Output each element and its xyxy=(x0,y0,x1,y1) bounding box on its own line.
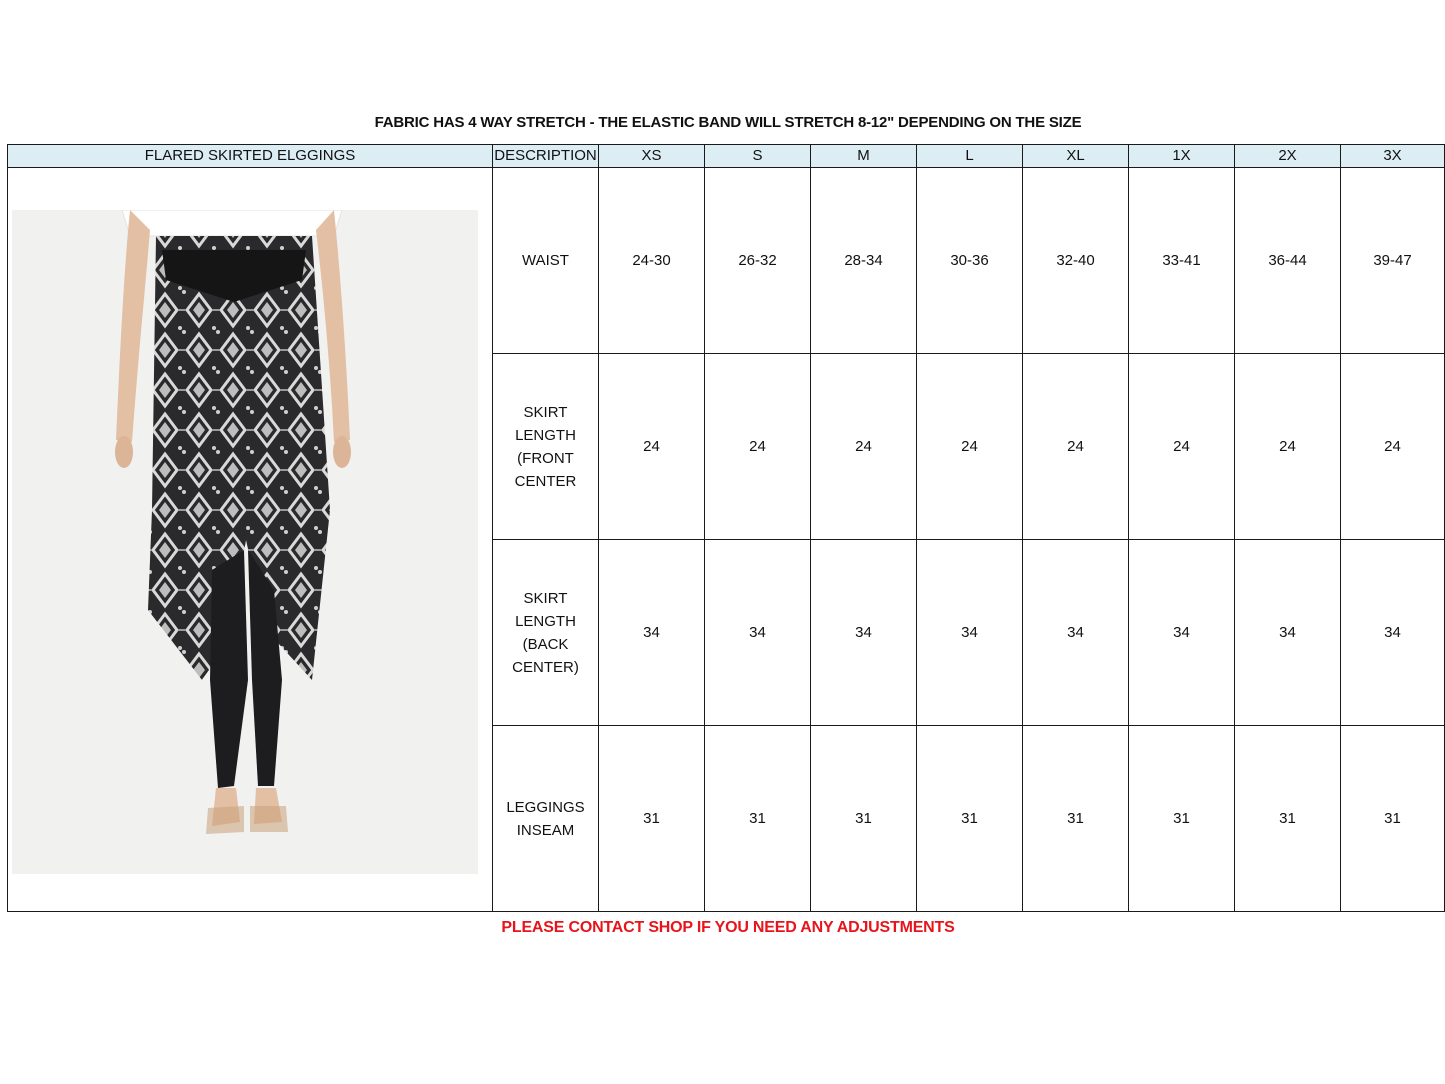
size-header-m: M xyxy=(811,145,917,168)
row-label-waist xyxy=(493,168,599,354)
contact-shop-note: PLEASE CONTACT SHOP IF YOU NEED ANY ADJUSTMENTS xyxy=(501,919,955,936)
table-cell: 24 xyxy=(917,354,1023,540)
table-cell: 34 xyxy=(599,540,705,726)
table-cell: 34 xyxy=(1129,540,1235,726)
table-cell: 31 xyxy=(1023,726,1129,912)
table-cell: 31 xyxy=(917,726,1023,912)
table-cell: 31 xyxy=(705,726,811,912)
row-label-line: SKIRT xyxy=(523,403,568,421)
table-cell: 24 xyxy=(599,354,705,540)
table-cell: 31 xyxy=(1129,726,1235,912)
size-header-1x: 1X xyxy=(1129,145,1235,168)
table-cell: 31 xyxy=(1341,726,1445,912)
row-label-line: LEGGINGS xyxy=(506,798,585,816)
row-label-line: INSEAM xyxy=(516,821,575,839)
table-cell: 24 xyxy=(811,354,917,540)
product-name-header: FLARED SKIRTED ELGGINGS xyxy=(8,145,493,168)
size-header-xl: XL xyxy=(1023,145,1129,168)
row-label-line: LENGTH xyxy=(515,612,576,630)
table-cell: 34 xyxy=(811,540,917,726)
row-label-line: LENGTH xyxy=(515,426,576,444)
row-label-line: SKIRT xyxy=(523,589,568,607)
table-header-row xyxy=(8,145,1445,168)
row-label-line: (FRONT xyxy=(517,449,574,467)
table-cell: 34 xyxy=(1341,540,1445,726)
size-chart-headline: FABRIC HAS 4 WAY STRETCH - THE ELASTIC BAND WILL STRETCH 8-12" DEPENDING ON THE SIZE xyxy=(374,114,1082,131)
table-cell: 24 xyxy=(1341,354,1445,540)
row-label-line: (BACK xyxy=(522,635,569,653)
table-cell: 24 xyxy=(1235,354,1341,540)
table-cell: 24 xyxy=(1023,354,1129,540)
table-cell: 33-41 xyxy=(1129,168,1235,354)
size-header-3x: 3X xyxy=(1341,145,1445,168)
table-cell: 36-44 xyxy=(1235,168,1341,354)
table-cell: 34 xyxy=(705,540,811,726)
table-cell: 24-30 xyxy=(599,168,705,354)
size-chart-table xyxy=(7,144,1445,912)
product-photo-cell xyxy=(8,168,493,912)
size-header-xs: XS xyxy=(599,145,705,168)
description-header: DESCRIPTION xyxy=(493,145,599,168)
size-header-2x: 2X xyxy=(1235,145,1341,168)
table-cell: 34 xyxy=(1235,540,1341,726)
row-label-skirt-length-front xyxy=(493,354,599,540)
table-cell: 34 xyxy=(1023,540,1129,726)
table-cell: 31 xyxy=(811,726,917,912)
size-header-s: S xyxy=(705,145,811,168)
row-label-line: WAIST xyxy=(522,252,569,269)
table-row xyxy=(8,168,1445,354)
table-cell: 34 xyxy=(917,540,1023,726)
table-cell: 39-47 xyxy=(1341,168,1445,354)
size-header-l: L xyxy=(917,145,1023,168)
table-cell: 30-36 xyxy=(917,168,1023,354)
table-cell: 31 xyxy=(599,726,705,912)
table-cell: 32-40 xyxy=(1023,168,1129,354)
table-cell: 24 xyxy=(705,354,811,540)
row-label-skirt-length-back xyxy=(493,540,599,726)
table-cell: 31 xyxy=(1235,726,1341,912)
row-label-line: CENTER xyxy=(514,472,577,490)
table-cell: 28-34 xyxy=(811,168,917,354)
skirted-leggings-illustration xyxy=(12,210,478,874)
table-cell: 24 xyxy=(1129,354,1235,540)
table-cell: 26-32 xyxy=(705,168,811,354)
row-label-leggings-inseam xyxy=(493,726,599,912)
product-photo xyxy=(12,210,478,874)
row-label-line: CENTER) xyxy=(512,658,579,676)
